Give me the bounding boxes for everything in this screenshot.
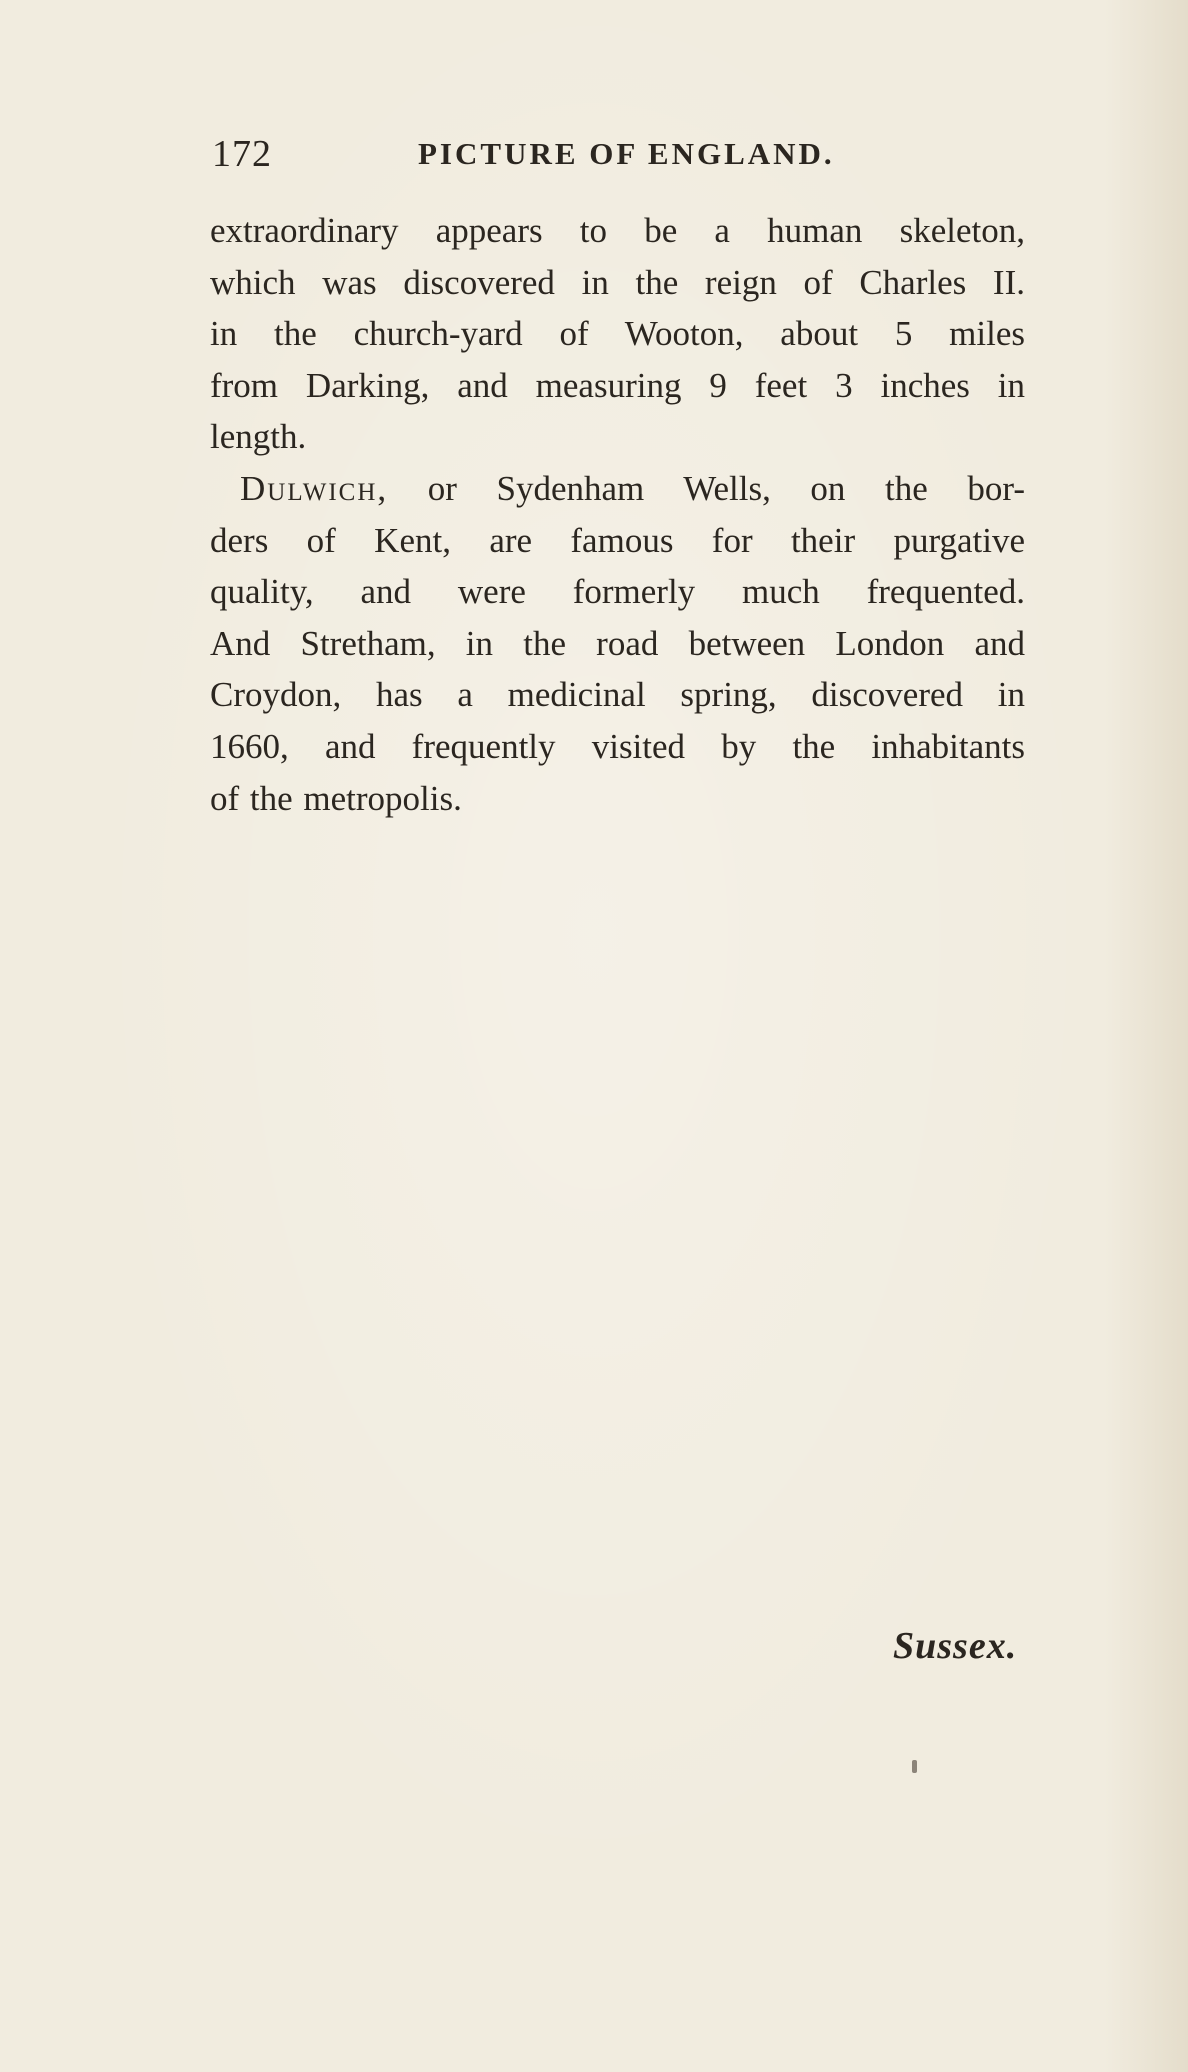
text-line: ders of Kent, are famous for their purgative	[210, 520, 1025, 560]
catchword: Sussex.	[893, 1625, 1018, 1667]
running-title: PICTURE OF ENGLAND.	[418, 136, 835, 171]
text-line: And Stretham, in the road between London and	[210, 623, 1025, 663]
page-number: 172	[212, 133, 272, 175]
printer-mark	[912, 1760, 917, 1773]
text-line: quality, and were formerly much frequented.	[210, 572, 1025, 612]
first-line-rest: or Sydenham Wells, on the bor-	[388, 468, 1025, 508]
text-line: 1660, and frequently visited by the inhabitants	[210, 726, 1025, 766]
text-line	[210, 463, 1025, 515]
running-head	[212, 132, 852, 184]
body-text	[210, 205, 1025, 824]
place-name-dulwich: Dulwich,	[240, 468, 389, 508]
text-line: extraordinary appears to be a human skeleton,	[210, 211, 1025, 250]
text-line: in the church-yard of Wooton, about 5 miles	[210, 314, 1025, 354]
paragraph-1	[210, 205, 1025, 463]
text-line: which was discovered in the reign of Charles II.	[210, 262, 1025, 302]
paragraph-2	[210, 463, 1025, 824]
text-line: length.	[210, 417, 307, 457]
text-line: of the metropolis.	[210, 778, 462, 818]
text-line: from Darking, and measuring 9 feet 3 inches in	[210, 365, 1025, 405]
text-line: Croydon, has a medicinal spring, discovered in	[210, 675, 1025, 715]
